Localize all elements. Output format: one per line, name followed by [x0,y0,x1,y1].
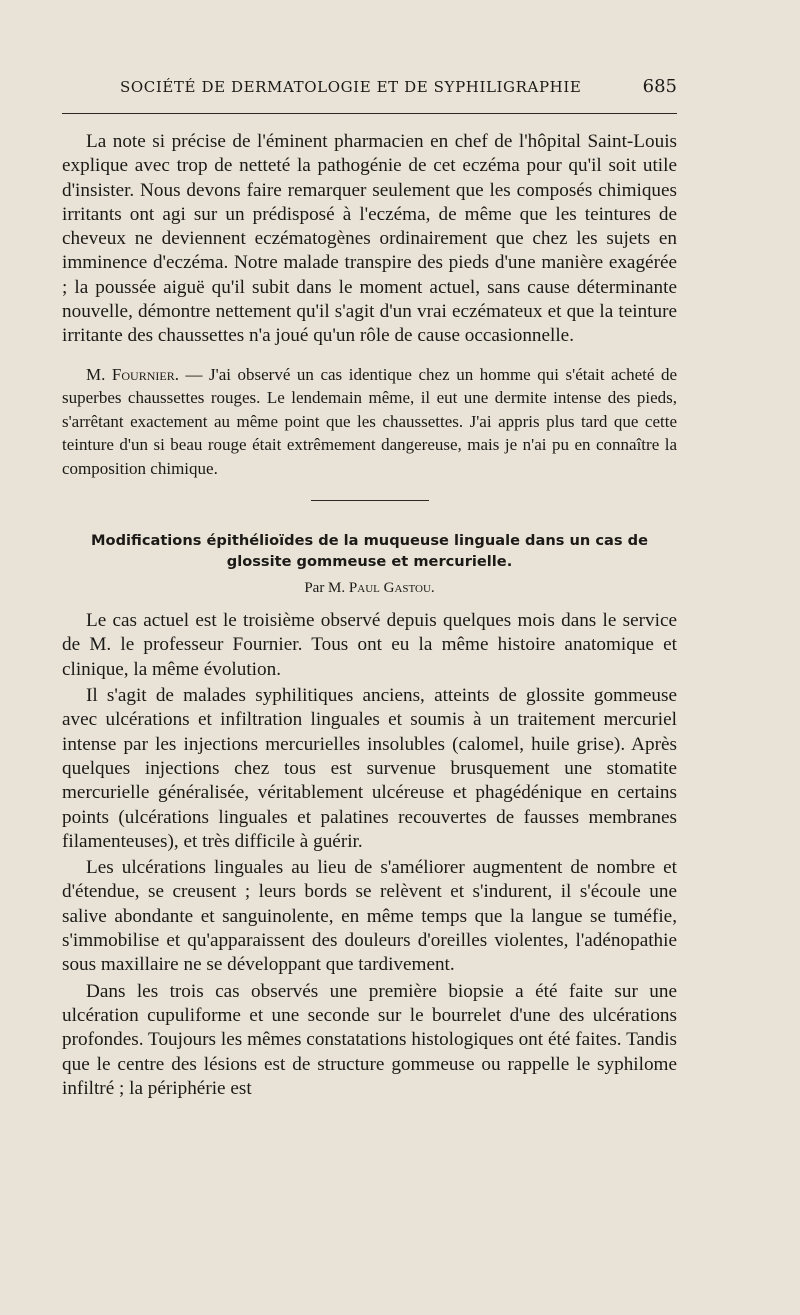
paragraph-eczema-note: La note si précise de l'éminent pharmacien en chef de l'hôpital Saint-Louis explique avec trop de netteté la pathogénie de cet eczéma pour qu'il soit utile d'insister. Nous devons faire remarquer seulement que les composés chimiques irritants ont agi sur un prédisposé à l'eczéma, de même que les teintures de cheveux ne deviennent eczématogènes ordinairement que chez les sujets en imminence d'eczéma. Notre malade transpire des pieds d'une manière exagérée ; la poussée aiguë qu'il subit dans le moment actuel, sans cause déterminante nouvelle, démontre nettement qu'il s'agit d'un vrai eczémateux et que la teinture irritante des chaussettes n'a joué qu'un rôle de cause occasionnelle. [62,131,677,347]
page-header [62,78,677,104]
article-paragraph-2: Il s'agit de malades syphilitiques anciens, atteints de glossite gommeuse avec ulcérations et infiltration linguales et soumis à un traitement mercuriel intense par les injections mercurielles insolubles (calomel, huile grise). Après quelques injections chez tous est survenue brusquement une stomatite mercurielle généralisée, véritablement ulcéreuse et phagédénique en certains points (ulcérations linguales et palatines recouvertes de fausses membranes filamenteuses), et très difficile à guérir. [62,685,677,852]
header-rule [62,113,677,114]
byline [62,580,677,597]
article-paragraph-4: Dans les trois cas observés une première biopsie a été faite sur une ulcération cupuliforme et une seconde sur le bourrelet d'une des ulcérations profondes. Toujours les mêmes constatations histologiques ont été faites. Tandis que le centre des lésions est de structure gommeuse ou rappelle le syphilome infiltré ; la périphérie est [62,980,677,1099]
author-name: Paul Gastou. [348,580,435,597]
byline-prefix: Par M. [304,580,349,597]
article-paragraph-1: Le cas actuel est le troisième observé depuis quelques mois dans le service de M. le professeur Fournier. Tous ont eu la même histoire anatomique et clinique, la même évolution. [62,610,677,680]
section-divider [311,500,429,501]
speaker-name: M. Fournier. [86,364,179,384]
discussion-text: — J'ai observé un cas identique chez un homme qui s'était acheté de superbes chaussettes rouges. Le lendemain même, il eut une dermite intense des pieds, s'arrêtant exactement au même point que les chaussettes. J'ai appris plus tard que cette teinture d'un si beau rouge était extrêmement dangereuse, mais je n'ai pu en connaître la composition chimique. [62,364,677,478]
running-title: SOCIÉTÉ DE DERMATOLOGIE ET DE SYPHILIGRAPHIE [120,78,582,96]
discussion-paragraph [62,363,677,481]
page-number: 685 [642,76,677,97]
body-text [62,130,677,1101]
article-paragraph-3: Les ulcérations linguales au lieu de s'améliorer augmentent de nombre et d'étendue, se creusent ; leurs bords se relèvent et s'indurent, il s'écoule une salive abondante et sanguinolente, en même temps que la langue se tuméfie, s'immobilise et qu'apparaissent des douleurs d'oreilles violentes, l'adénopathie sous maxillaire ne se développant que tardivement. [62,857,677,976]
article-title: Modifications épithélioïdes de la muqueuse linguale dans un cas de glossite gommeuse et mercurielle. [91,532,648,571]
